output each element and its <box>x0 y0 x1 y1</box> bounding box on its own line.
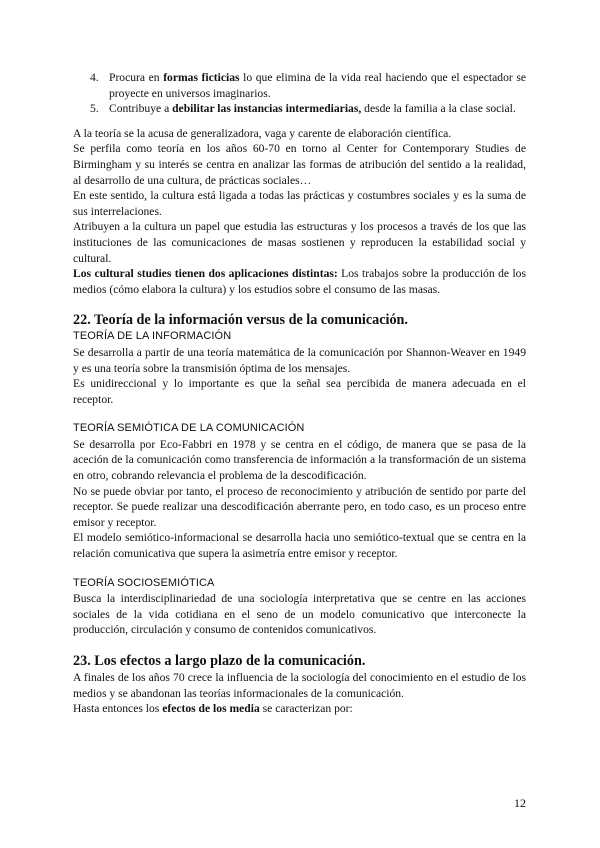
list-number: 5. <box>90 102 99 116</box>
paragraph: En este sentido, la cultura está ligada a todas las prácticas y costumbres sociales y es la suma de sus interrelaciones. <box>73 189 526 218</box>
paragraph-text: se caracterizan por: <box>259 702 353 716</box>
bold-lead: Los cultural studies tienen dos aplicaciones distintas: <box>73 267 338 281</box>
page-content <box>73 70 526 717</box>
list-item <box>73 70 526 101</box>
subheading-information-theory: TEORÍA DE LA INFORMACIÓN <box>73 330 232 343</box>
list-number: 4. <box>90 71 99 84</box>
paragraph: Se perfila como teoría en los años 60-70 en torno al Center for Contemporary Studies de Birmingham y su interés se centra en analizar las formas de atribución del sentido a la realidad, al desarrollo de una cultura, de prácticas sociales… <box>73 142 526 187</box>
subheading-semiotic-theory: TEORÍA SEMIÓTICA DE LA COMUNICACIÓN <box>73 422 305 435</box>
paragraph: Es unidireccional y lo importante es que la señal sea percibida de manera adecuada en el receptor. <box>73 377 526 406</box>
list-text: lo que elimina de la vida real haciendo que el espectador se proyecte en universos imaginarios. <box>109 71 527 100</box>
list-bold-text: formas ficticias <box>163 71 240 84</box>
paragraph: No se puede obviar por tanto, el proceso de reconocimiento y atribución de sentido por parte del receptor. Se puede realizar una descodificación aberrante pero, en todo caso, es un proceso entre emisor y receptor. <box>73 484 526 529</box>
paragraph-text: Hasta entonces los <box>73 702 163 716</box>
list-item <box>73 101 526 117</box>
bold-text: efectos de los media <box>162 702 260 716</box>
paragraph: A la teoría se la acusa de generalizadora, vaga y carente de elaboración científica. <box>73 126 452 140</box>
paragraph: Busca la interdisciplinariedad de una sociología interpretativa que se centre en las acciones sociales de la vida cotidiana en el seno de un modelo comunicativo que interconecte la producción, circulación y consumo de contenidos comunicativos. <box>73 592 526 637</box>
paragraph-cultural-studies <box>73 266 526 297</box>
paragraph: A finales de los años 70 crece la influencia de la sociología del conocimiento en el estudio de los medios y se abandonan las teorías informacionales de la comunicación. <box>73 671 526 700</box>
section-title-22: 22. Teoría de la información versus de la comunicación. <box>73 312 408 329</box>
list-bold-text: debilitar las instancias intermediarias, <box>172 102 362 116</box>
paragraph-text: Los trabajos sobre la producción de los medios (cómo elabora la cultura) y los estudios sobre el consumo de las masas. <box>73 267 526 296</box>
list-text: desde la familia a la clase social. <box>361 102 516 116</box>
list-text: Contribuye a <box>109 102 173 116</box>
paragraph: Se desarrolla a partir de una teoría matemática de la comunicación por Shannon-Weaver en 1949 y es una teoría sobre la transmisión óptima de los mensajes. <box>73 345 526 375</box>
subheading-sociosemiotic-theory: TEORÍA SOCIOSEMIÓTICA <box>73 576 215 589</box>
paragraph: El modelo semiótico-informacional se desarrolla hacia uno semiótico-textual que se centra en la relación comunicativa que supera la asimetría entre emisor y receptor. <box>73 531 526 561</box>
page-number: 12 <box>514 796 526 810</box>
list-text: Procura en <box>109 71 164 84</box>
paragraph <box>73 701 526 717</box>
section-title-23: 23. Los efectos a largo plazo de la comunicación. <box>73 653 366 669</box>
numbered-list <box>73 70 526 117</box>
paragraph: Atribuyen a la cultura un papel que estudia las estructuras y los procesos a través de los que las instituciones de las comunicaciones de masas sostienen y reproducen la estabilidad social y cultural. <box>73 220 526 265</box>
paragraph: Se desarrolla por Eco-Fabbri en 1978 y se centra en el código, de manera que se pasa de la aceción de la comunicación como transferencia de información a la transformación de un sistema en otro, cobrando relevancia el problema de la descodificación. <box>73 437 526 483</box>
